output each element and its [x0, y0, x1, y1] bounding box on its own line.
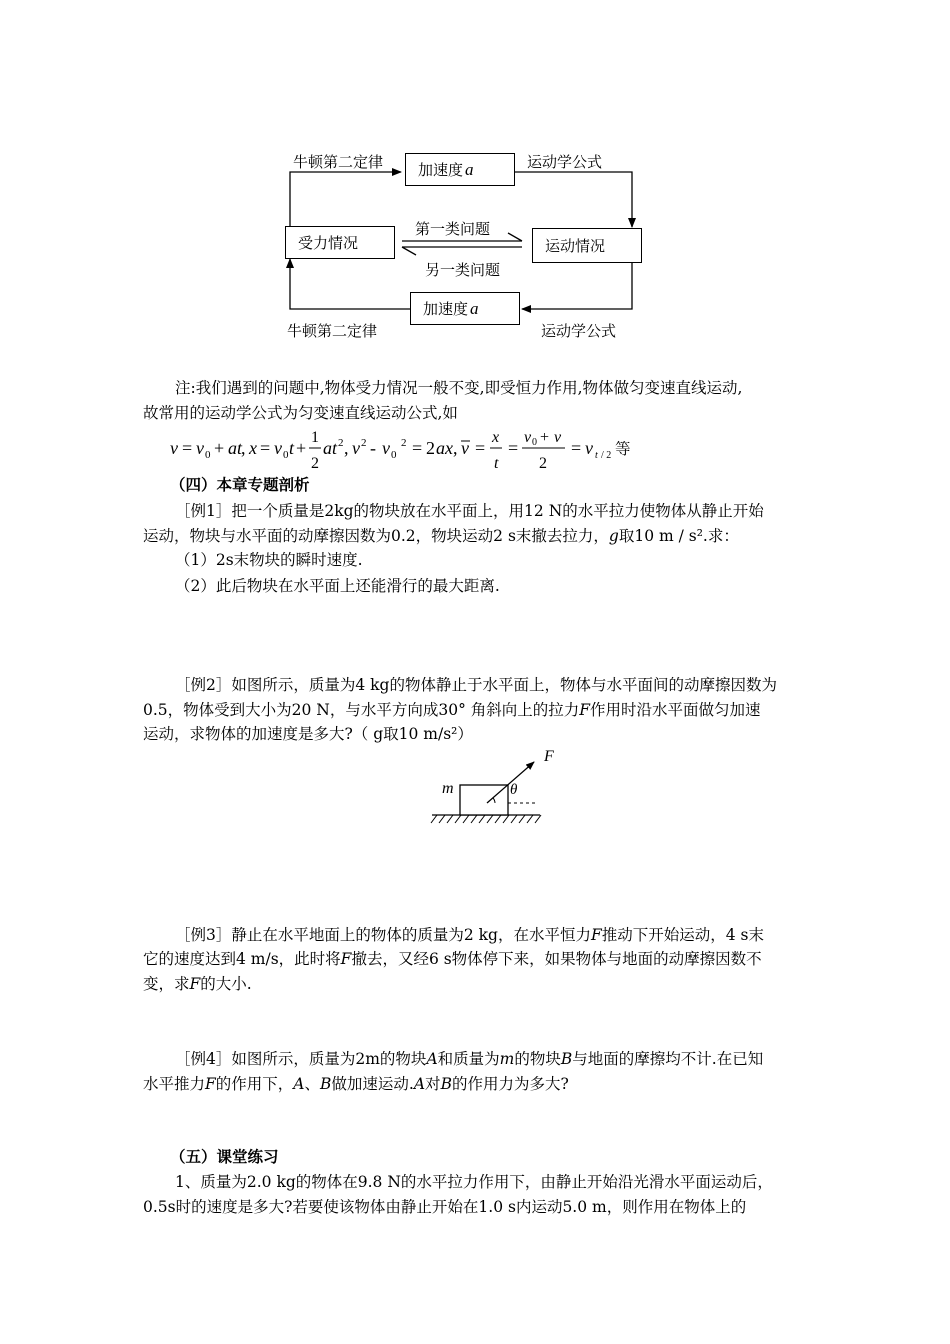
ex3-line-1-text: ［例3］静止在水平地面上的物体的质量为2 kg，在水平恒力 — [175, 926, 591, 944]
top-box-var: a — [465, 159, 474, 179]
bottom-box-var: a — [470, 298, 479, 318]
ex4-A-symbol-1: A — [426, 1050, 438, 1068]
svg-text:,: , — [453, 438, 458, 458]
ex1-g-symbol: g — [608, 527, 619, 545]
ex2-line-2 — [143, 698, 761, 722]
top-box-label: 加速度 — [418, 161, 464, 179]
svg-text:/ 2: / 2 — [601, 450, 612, 461]
svg-text:-: - — [370, 438, 376, 458]
arrow-newton-bottom — [290, 259, 410, 309]
ex1-question-1: （1）2s末物块的瞬时速度. — [175, 551, 363, 569]
svg-text:0: 0 — [532, 437, 537, 448]
bottom-acceleration-box — [410, 292, 520, 325]
svg-text:2: 2 — [311, 455, 319, 472]
ex3-line-3-end: 的大小. — [200, 975, 252, 993]
svg-text:x: x — [492, 429, 500, 446]
ex3-F-symbol-1: F — [590, 926, 602, 944]
svg-text:v: v — [170, 438, 178, 458]
svg-text:v: v — [382, 438, 390, 458]
ex4-l1-c: 和质量为 — [437, 1050, 500, 1068]
label-kinematics-bottom: 运动学公式 — [541, 322, 617, 340]
ex4-A-symbol-3: A — [413, 1075, 426, 1093]
svg-text:,: , — [344, 438, 349, 458]
ex3-line-3 — [143, 972, 252, 996]
ex4-l2-k: 的作用力为多大? — [451, 1075, 569, 1093]
svg-text:t: t — [289, 438, 295, 458]
ex4-l1-e: 的物块 — [514, 1050, 561, 1068]
arrow-newton-top — [290, 172, 401, 226]
ex4-A-symbol-2: A — [293, 1075, 305, 1093]
svg-text:2: 2 — [338, 437, 344, 449]
svg-text:=: = — [475, 438, 486, 458]
svg-text:+: + — [296, 438, 307, 458]
ex2-line-2-end: 作用时沿水平面做匀加速 — [590, 701, 761, 719]
kinematics-formula — [170, 424, 690, 474]
svg-text:,: , — [241, 438, 246, 458]
section4-title: （四）本章专题剖析 — [170, 475, 310, 494]
ex4-l1-a: ［例4］如图所示，质量为2m的物块 — [175, 1050, 427, 1068]
ex3-F-symbol-3: F — [189, 975, 201, 993]
svg-text:=: = — [571, 438, 582, 458]
top-acceleration-box — [405, 153, 515, 186]
ex4-l1-g: 与地面的摩擦均不计.在已知 — [572, 1050, 764, 1068]
ex4-l2-e: 、 — [304, 1075, 321, 1093]
arrow-kinematics-bottom — [522, 262, 632, 309]
ex2-fig-force-label: F — [544, 748, 554, 765]
svg-text:2: 2 — [426, 438, 435, 458]
svg-text:ax: ax — [436, 438, 453, 458]
svg-text:1: 1 — [311, 429, 319, 446]
ex1-line-1: ［例1］把一个质量是2kg的物块放在水平面上，用12 N的水平拉力使物体从静止开始 — [175, 502, 764, 520]
ex2-fig-theta-label: θ — [510, 782, 518, 798]
svg-text:at: at — [228, 438, 243, 458]
svg-text:=: = — [508, 438, 519, 458]
practice-1-line-1: 1、质量为2.0 kg的物体在9.8 N的水平拉力作用下，由静止开始沿光滑水平面运动后， — [175, 1173, 773, 1191]
label-other-problem: 另一类问题 — [425, 261, 501, 279]
svg-text:+: + — [540, 429, 550, 446]
svg-text:=: = — [260, 438, 271, 458]
ex4-l2-g: 做加速运动. — [331, 1075, 414, 1093]
arrow-kinematics-top — [515, 172, 632, 227]
ex4-F-symbol: F — [205, 1075, 216, 1093]
label-first-problem: 第一类问题 — [415, 220, 491, 238]
svg-text:v: v — [196, 438, 204, 458]
motion-situation-box — [532, 228, 642, 263]
ex2-F-symbol: F — [579, 701, 591, 719]
ex2-line-1: ［例2］如图所示，质量为4 kg的物体静止于水平面上，物体与水平面间的动摩擦因数为 — [175, 676, 777, 694]
ex2-line-3: 运动，求物体的加速度是多大?（ g取10 m/s²） — [143, 725, 473, 743]
ex2-line-2-text: 0.5，物体受到大小为20 N，与水平方向成30° 角斜向上的拉力 — [143, 701, 580, 719]
bottom-box-label: 加速度 — [423, 300, 469, 318]
svg-text:0: 0 — [391, 449, 397, 461]
svg-text:=: = — [412, 438, 423, 458]
ex4-line-2 — [143, 1072, 569, 1096]
ex3-line-2-end: 撤去，又经6 s物体停下来，如果物体与地面的动摩擦因数不 — [351, 950, 762, 968]
svg-text:v: v — [461, 438, 469, 458]
ex3-line-3-text: 变，求 — [143, 975, 190, 993]
right-box-label: 运动情况 — [545, 237, 606, 255]
svg-text:v: v — [554, 429, 562, 446]
svg-text:v: v — [524, 429, 532, 446]
note-line-1: 注:我们遇到的问题中,物体受力情况一般不变,即受恒力作用,物体做匀变速直线运动, — [175, 379, 743, 397]
svg-text:v: v — [352, 438, 360, 458]
ex3-line-1 — [175, 923, 764, 947]
svg-text:t: t — [494, 455, 499, 472]
note-line-2: 故常用的运动学公式为匀变速直线运动公式,如 — [143, 404, 458, 422]
svg-text:0: 0 — [205, 449, 211, 461]
ex4-l2-a: 水平推力 — [143, 1075, 206, 1093]
ex4-B-symbol-2: B — [320, 1075, 332, 1093]
label-newton-bottom: 牛顿第二定律 — [287, 322, 378, 340]
svg-text:+: + — [214, 438, 225, 458]
ex1-line-2 — [143, 524, 739, 548]
label-newton-top: 牛顿第二定律 — [293, 153, 384, 171]
svg-text:0: 0 — [283, 449, 289, 461]
ex3-F-symbol-2: F — [340, 950, 352, 968]
ex3-line-2-text: 它的速度达到4 m/s，此时将 — [143, 950, 341, 968]
ex4-l2-c: 的作用下， — [215, 1075, 294, 1093]
formula-tail: 等 — [615, 440, 631, 458]
label-kinematics-top: 运动学公式 — [527, 153, 603, 171]
svg-text:v: v — [274, 438, 282, 458]
force-situation-box — [285, 226, 395, 259]
ex3-line-1-end: 推动下开始运动，4 s末 — [601, 926, 764, 944]
ex4-B-symbol-1: B — [560, 1050, 573, 1068]
svg-text:at: at — [323, 438, 338, 458]
ex3-line-2 — [143, 947, 762, 971]
ex1-line-2-text: 运动，物块与水平面的动摩擦因数为0.2，物块运动2 s末撤去拉力， — [143, 527, 609, 545]
svg-text:x: x — [249, 438, 257, 458]
section5-title: （五）课堂练习 — [170, 1147, 279, 1166]
svg-text:2: 2 — [401, 437, 407, 449]
ex1-question-2: （2）此后物块在水平面上还能滑行的最大距离. — [175, 577, 500, 595]
ex2-fig-mass-label: m — [442, 780, 454, 797]
practice-1-line-2: 0.5s时的速度是多大?若要使该物体由静止开始在1.0 s内运动5.0 m，则作用在物体上的 — [143, 1198, 747, 1216]
svg-text:t: t — [595, 450, 598, 461]
ex4-line-1 — [175, 1047, 763, 1071]
ex4-m-symbol: m — [499, 1050, 515, 1068]
svg-text:v: v — [585, 438, 593, 458]
ex1-line-2-end: 取10 m / s².求： — [618, 527, 739, 545]
svg-text:2: 2 — [361, 437, 367, 449]
left-box-label: 受力情况 — [298, 234, 359, 252]
svg-text:2: 2 — [539, 455, 547, 472]
ex4-B-symbol-3: B — [440, 1075, 452, 1093]
svg-text:=: = — [182, 438, 193, 458]
ex4-l2-i: 对 — [425, 1075, 441, 1093]
